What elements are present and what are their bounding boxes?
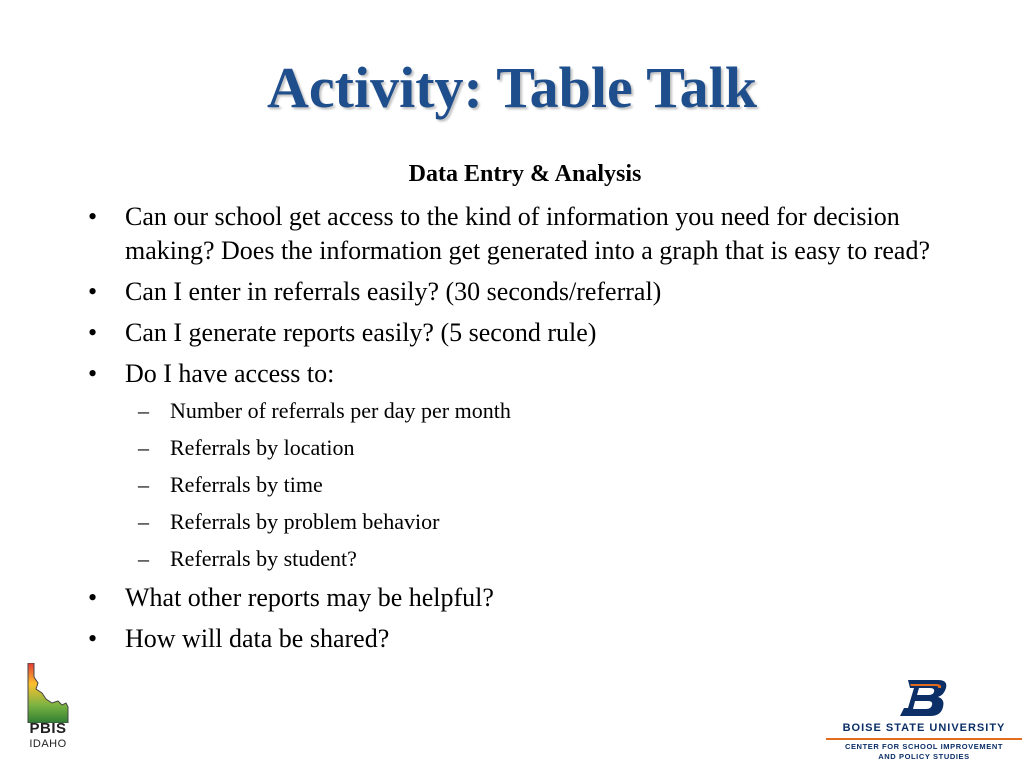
bullet-icon: • xyxy=(88,624,98,653)
list-item-text: Do I have access to: xyxy=(125,359,335,388)
list-item xyxy=(88,275,968,309)
list-item xyxy=(88,200,968,268)
bullet-list xyxy=(88,200,968,663)
sub-list-item-text: Referrals by student? xyxy=(170,546,357,571)
list-item xyxy=(88,316,968,350)
list-item-text: How will data be shared? xyxy=(125,624,390,653)
sub-list-item xyxy=(88,396,968,426)
divider xyxy=(826,738,1022,740)
sub-list-item xyxy=(88,433,968,463)
pbis-wordmark: PBIS xyxy=(29,720,67,737)
center-name xyxy=(826,742,1022,762)
sub-list-item xyxy=(88,507,968,537)
dash-icon: – xyxy=(138,398,149,423)
dash-icon: – xyxy=(138,472,149,497)
university-name: BOISE STATE UNIVERSITY xyxy=(842,722,1006,734)
boise-state-b-icon xyxy=(898,678,950,718)
list-item xyxy=(88,622,968,656)
list-item xyxy=(88,357,968,391)
sub-list-item-text: Referrals by problem behavior xyxy=(170,509,440,534)
pbis-state-label: IDAHO xyxy=(29,738,67,750)
sub-list-item-text: Number of referrals per day per month xyxy=(170,398,511,423)
boise-state-logo xyxy=(826,678,1022,762)
list-item-text: Can our school get access to the kind of information you need for decision making? Does the information get generated into a graph that is easy to read? xyxy=(125,202,930,265)
bullet-icon: • xyxy=(88,277,98,306)
center-name-line-1: CENTER FOR SCHOOL IMPROVEMENT xyxy=(844,742,1004,751)
bullet-icon: • xyxy=(88,318,98,347)
list-item xyxy=(88,581,968,615)
center-name-line-2: AND POLICY STUDIES xyxy=(878,752,970,761)
sub-bullet-list xyxy=(88,396,968,574)
pbis-idaho-logo xyxy=(22,663,74,759)
sub-list-item-text: Referrals by time xyxy=(170,472,323,497)
bullet-icon: • xyxy=(88,359,98,388)
slide-title: Activity: Table Talk xyxy=(267,55,757,120)
idaho-state-map-icon xyxy=(22,663,74,723)
dash-icon: – xyxy=(138,546,149,571)
dash-icon: – xyxy=(138,509,149,534)
list-item-text: What other reports may be helpful? xyxy=(125,583,494,612)
slide-subtitle: Data Entry & Analysis xyxy=(408,161,642,187)
dash-icon: – xyxy=(138,435,149,460)
bullet-icon: • xyxy=(88,583,98,612)
sub-list-item xyxy=(88,470,968,500)
bullet-icon: • xyxy=(88,202,98,231)
list-item-text: Can I generate reports easily? (5 second rule) xyxy=(125,318,597,347)
sub-list-item xyxy=(88,544,968,574)
list-item-text: Can I enter in referrals easily? (30 seconds/referral) xyxy=(125,277,662,306)
sub-list-item-text: Referrals by location xyxy=(170,435,355,460)
